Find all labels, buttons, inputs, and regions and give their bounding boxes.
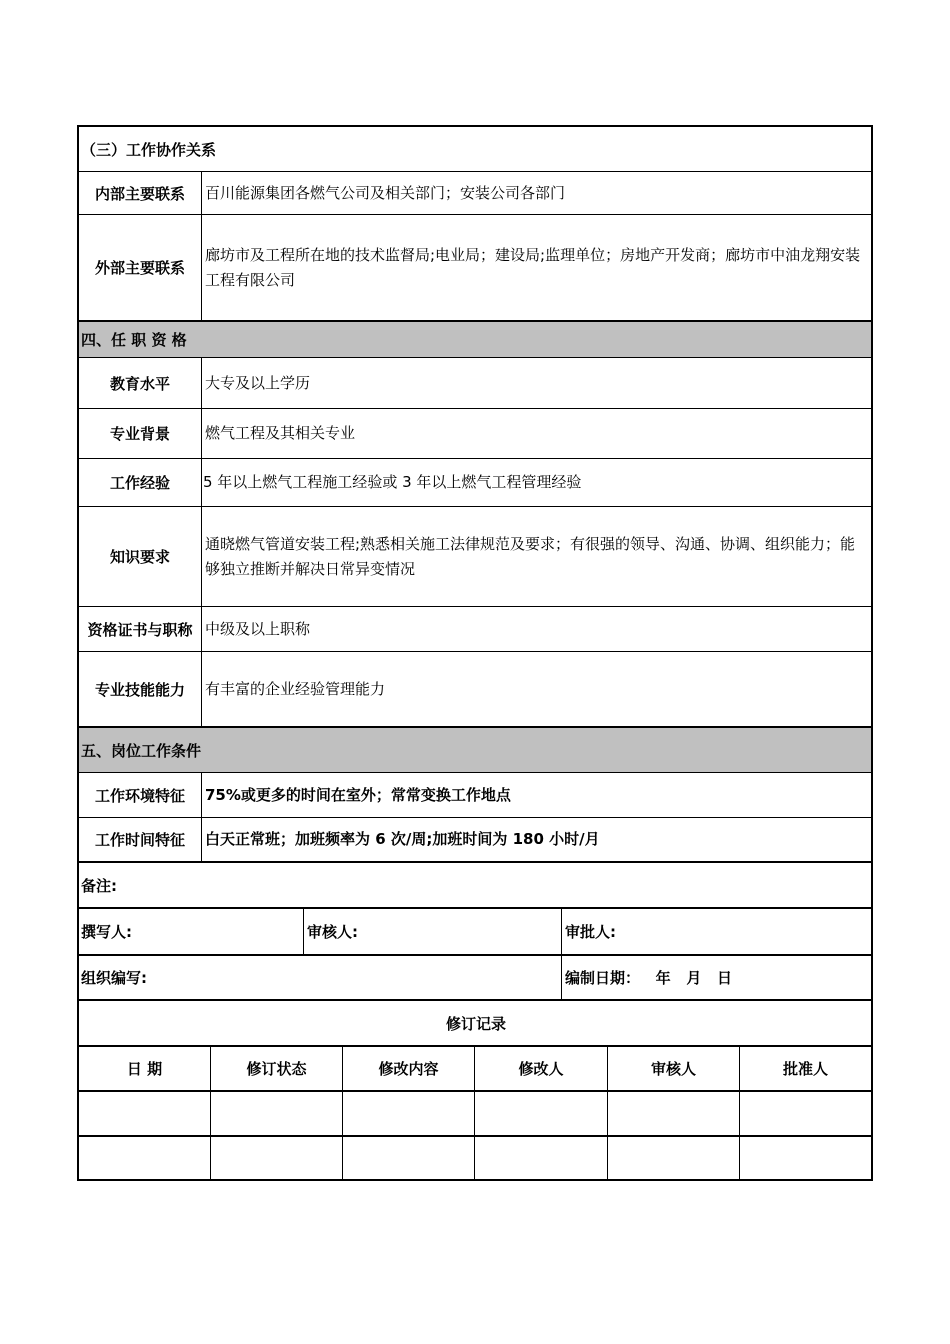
skills-row	[79, 652, 871, 728]
revision-row	[79, 1137, 871, 1181]
row-value: 有丰富的企业经验管理能力	[205, 679, 386, 698]
column-header-date: 日 期	[79, 1047, 211, 1090]
row-label: 工作时间特征	[79, 818, 202, 861]
section-title: 五、岗位工作条件	[81, 741, 202, 760]
revision-title: 修订记录	[445, 1014, 506, 1033]
writer-label: 撰写人:	[81, 923, 132, 941]
compile-date-label: 编制日期： 年 月 日	[565, 969, 733, 987]
row-label: 外部主要联系	[79, 215, 202, 320]
row-label: 知识要求	[79, 507, 202, 606]
conditions-section-header	[79, 728, 871, 773]
remarks-row	[79, 863, 871, 909]
experience-row	[79, 459, 871, 507]
column-header-approver: 批准人	[782, 1060, 828, 1078]
section-title: 四、任 职 资 格	[81, 331, 187, 349]
divider	[607, 1092, 608, 1135]
divider	[342, 1092, 343, 1135]
divider	[561, 909, 562, 954]
external-contacts-row	[79, 215, 871, 322]
row-label: 资格证书与职称	[79, 607, 202, 651]
knowledge-row	[79, 507, 871, 607]
divider	[303, 909, 304, 954]
approver-label: 审批人:	[565, 923, 616, 941]
cooperation-section-header	[79, 127, 871, 172]
reviewer-label: 审核人:	[307, 923, 358, 941]
row-value: 中级及以上职称	[205, 619, 311, 638]
row-label: 工作环境特征	[79, 773, 202, 817]
org-label: 组织编写:	[81, 969, 147, 987]
row-value: 廊坊市及工程所在地的技术监督局;电业局；建设局;监理单位；房地产开发商；廊坊市中油龙翔安装工程有限公司	[205, 245, 861, 289]
divider	[342, 1137, 343, 1181]
row-label: 教育水平	[79, 358, 202, 408]
divider	[561, 956, 562, 999]
row-value: 75%或更多的时间在室外；常常变换工作地点	[205, 785, 511, 804]
row-value: 5 年以上燃气工程施工经验或 3 年以上燃气工程管理经验	[203, 473, 582, 491]
row-value: 百川能源集团各燃气公司及相关部门；安装公司各部门	[205, 183, 566, 202]
revision-title-row	[79, 1001, 871, 1047]
column-header-reviewer: 审核人	[608, 1047, 740, 1090]
divider	[210, 1092, 211, 1135]
divider	[739, 1092, 740, 1135]
divider	[607, 1137, 608, 1181]
row-value: 通晓燃气管道安装工程;熟悉相关施工法律规范及要求；有很强的领导、沟通、协调、组织能力；能够独立推断并解决日常异变情况	[205, 534, 856, 578]
certificate-row	[79, 607, 871, 652]
column-header-modifier: 修改人	[475, 1047, 608, 1090]
row-value: 白天正常班；加班频率为 6 次/周;加班时间为 180 小时/月	[205, 830, 600, 848]
signoff-row	[79, 909, 871, 956]
education-row	[79, 358, 871, 409]
row-value: 燃气工程及其相关专业	[205, 424, 356, 442]
row-value: 大专及以上学历	[205, 373, 311, 392]
divider	[739, 1137, 740, 1181]
divider	[474, 1137, 475, 1181]
organization-row	[79, 956, 871, 1001]
qualifications-section-header	[79, 322, 871, 358]
row-label: 内部主要联系	[79, 172, 202, 214]
divider	[210, 1137, 211, 1181]
work-time-row	[79, 818, 871, 863]
column-header-revision-status: 修订状态	[211, 1047, 343, 1090]
section-title: （三）工作协作关系	[81, 140, 217, 159]
major-row	[79, 409, 871, 459]
column-header-changes: 修改内容	[343, 1047, 475, 1090]
row-label: 专业背景	[79, 409, 202, 458]
job-description-table	[77, 125, 873, 1181]
divider	[474, 1092, 475, 1135]
remarks-label: 备注:	[81, 876, 117, 895]
row-label: 专业技能能力	[79, 652, 202, 726]
environment-row	[79, 773, 871, 818]
row-label: 工作经验	[79, 459, 202, 506]
internal-contacts-row	[79, 172, 871, 215]
revision-row	[79, 1092, 871, 1137]
revision-header-row	[79, 1047, 871, 1092]
